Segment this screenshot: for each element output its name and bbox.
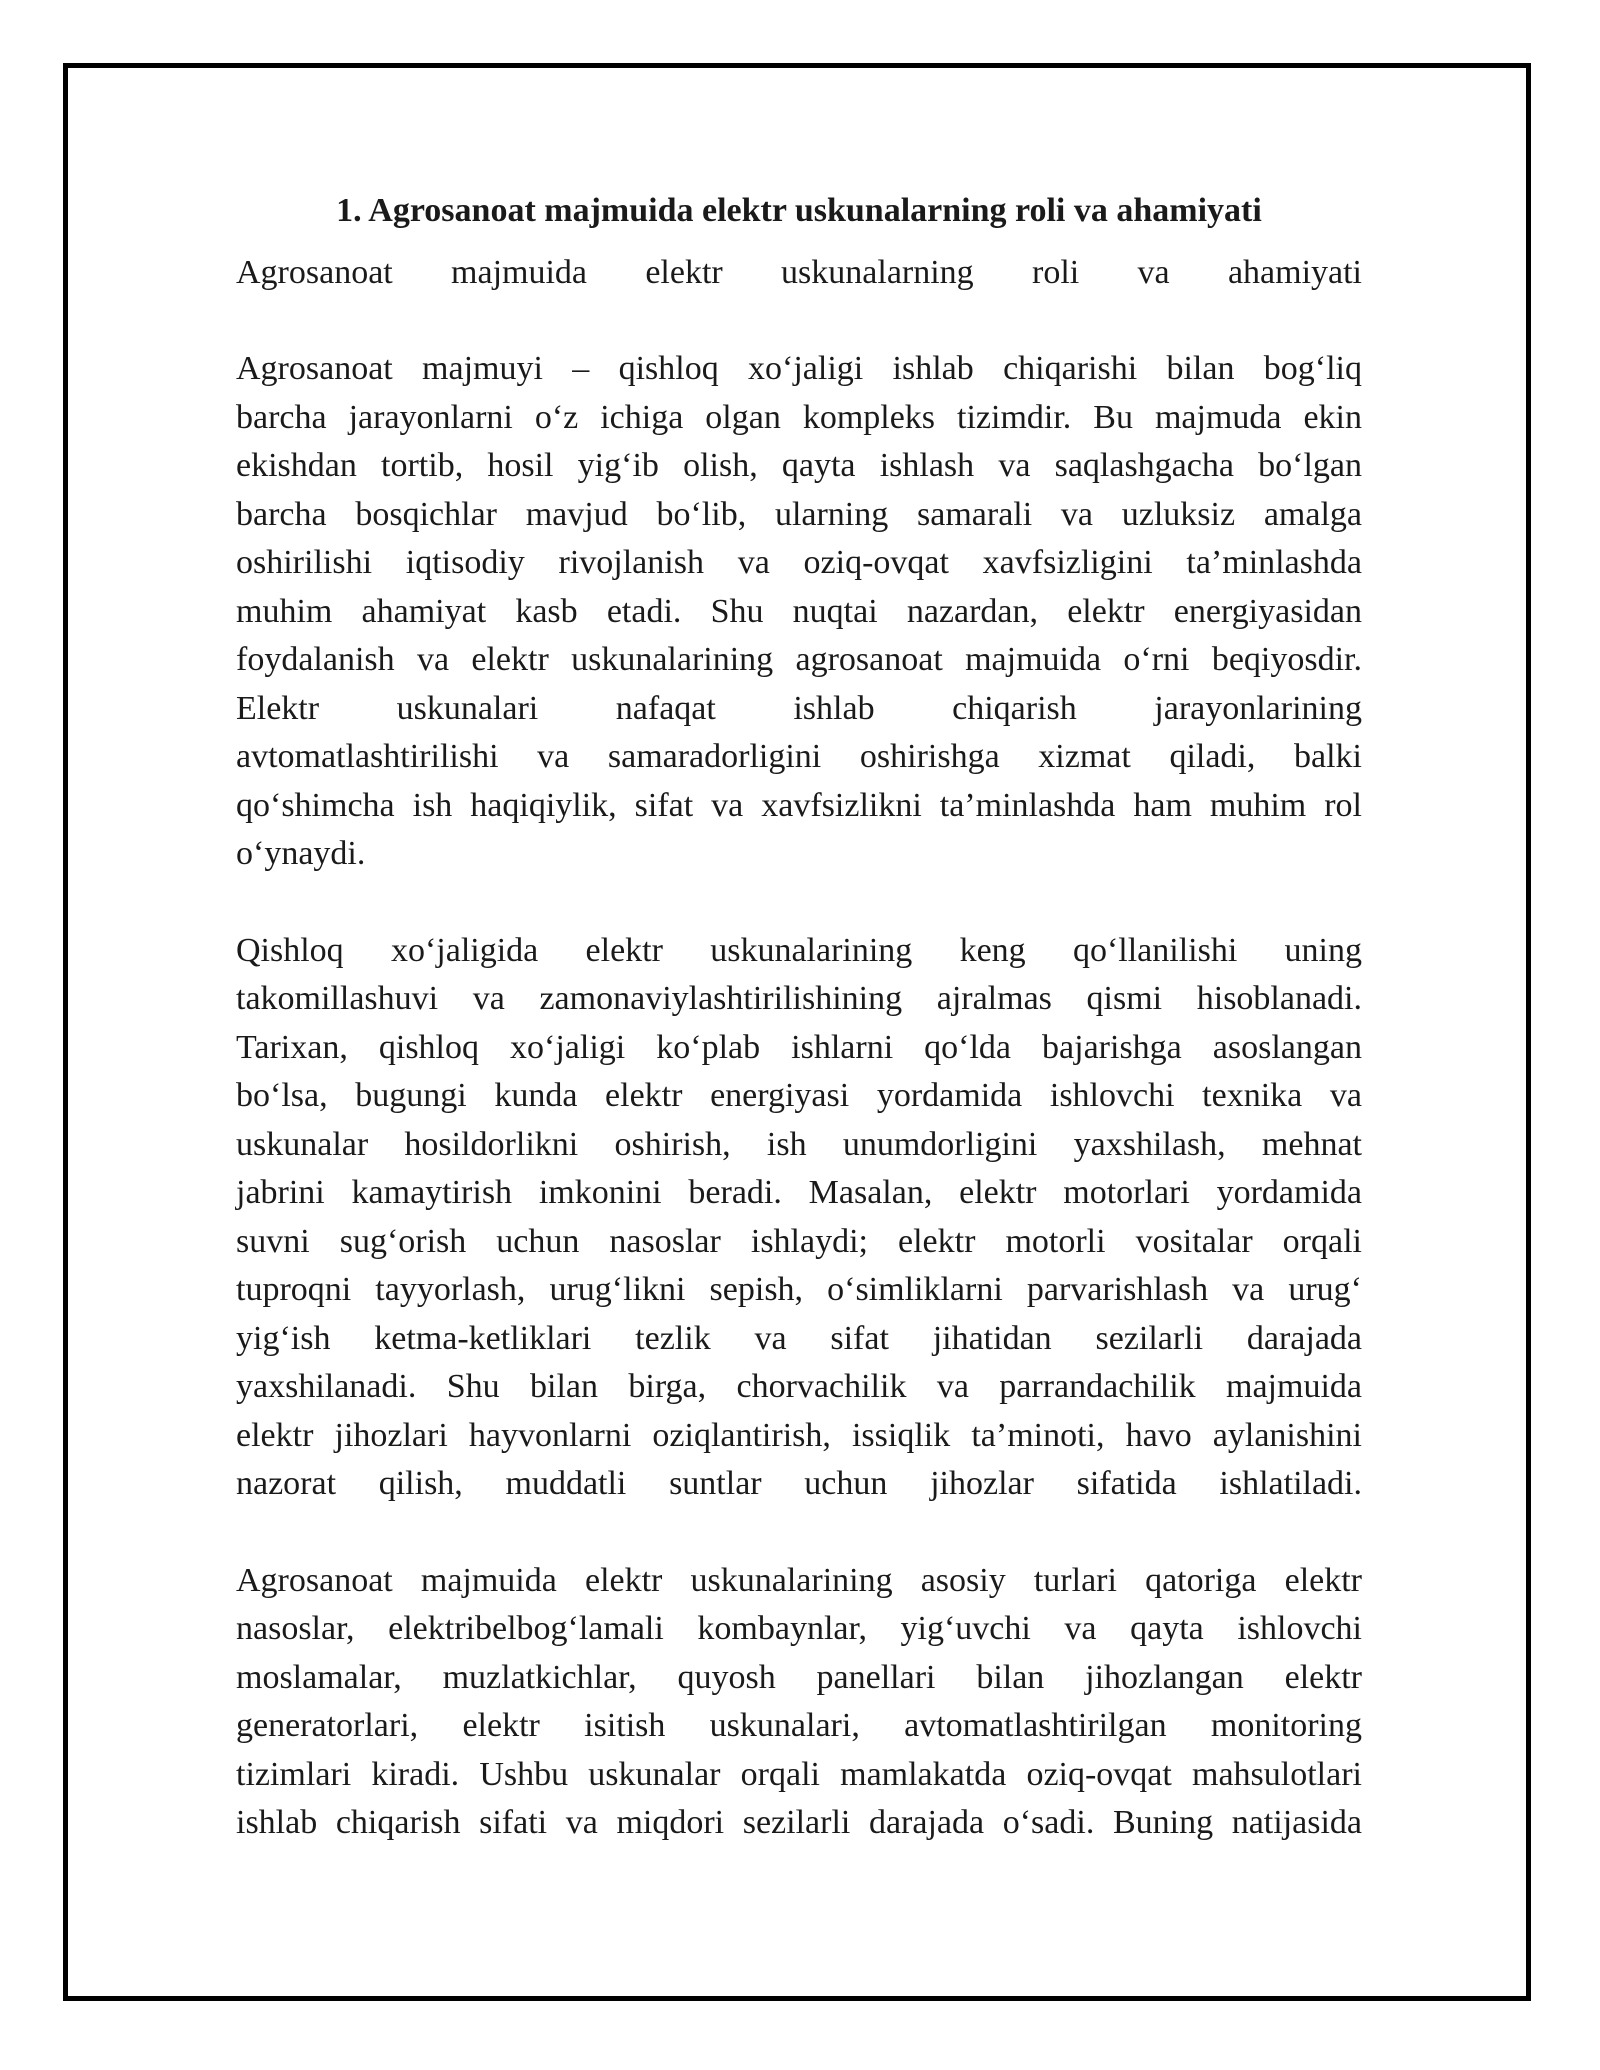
text-line: barcha jarayonlarni o‘z ichiga olgan kompleks tizimdir. Bu majmuda ekin: [236, 398, 1362, 436]
paragraph-1: [236, 345, 1362, 879]
text-line: avtomatlashtirilishi va samaradorligini oshirishga xizmat qiladi, balki: [236, 738, 1362, 775]
document-title: 1. Agrosanoat majmuida elektr uskunalarning roli va ahamiyati: [336, 192, 1262, 229]
text-line: jabrini kamaytirish imkonini beradi. Masalan, elektr motorlari yordamida: [236, 1174, 1362, 1211]
text-line: nasoslar, elektribelbog‘lamali kombaynlar, yig‘uvchi va qayta ishlovchi: [236, 1610, 1362, 1647]
paragraph-3: [236, 1557, 1362, 1848]
text-line: foydalanish va elektr uskunalarining agrosanoat majmuida o‘rni beqiyosdir.: [236, 641, 1362, 678]
text-line: suvni sug‘orish uchun nasoslar ishlaydi; elektr motorli vositalar orqali: [236, 1222, 1362, 1260]
text-line: Qishloq xo‘jaligida elektr uskunalarining keng qo‘llanilishi uning: [236, 931, 1362, 969]
text-line: ekishdan tortib, hosil yig‘ib olish, qayta ishlash va saqlashgacha bo‘lgan: [236, 447, 1362, 484]
text-line: qo‘shimcha ish haqiqiylik, sifat va xavfsizlikni ta’minlashda ham muhim rol: [236, 786, 1362, 824]
text-line: nazorat qilish, muddatli suntlar uchun jihozlar sifatida ishlatiladi.: [236, 1465, 1362, 1502]
text-line: tuproqni tayyorlash, urug‘likni sepish, o‘simliklarni parvarishlash va urug‘: [236, 1271, 1362, 1308]
text-line: elektr jihozlari hayvonlarni oziqlantirish, issiqlik ta’minoti, havo aylanishini: [236, 1416, 1362, 1454]
document-subtitle: [236, 249, 1362, 297]
paragraph-2: [236, 927, 1362, 1509]
text-line: oshirilishi iqtisodiy rivojlanish va oziq-ovqat xavfsizligini ta’minlashda: [236, 544, 1362, 581]
subtitle-line: Agrosanoat majmuida elektr uskunalarning roli va ahamiyati: [236, 254, 1362, 291]
text-line: generatorlari, elektr isitish uskunalari, avtomatlashtirilgan monitoring: [236, 1707, 1362, 1744]
text-line: ishlab chiqarish sifati va miqdori sezilarli darajada o‘sadi. Buning natijasida: [236, 1804, 1362, 1841]
text-line: takomillashuvi va zamonaviylashtirilishining ajralmas qismi hisoblanadi.: [236, 980, 1362, 1017]
text-line: Agrosanoat majmuida elektr uskunalarining asosiy turlari qatoriga elektr: [236, 1561, 1362, 1599]
text-line: uskunalar hosildorlikni oshirish, ish unumdorligini yaxshilash, mehnat: [236, 1125, 1362, 1163]
text-line: Agrosanoat majmuyi – qishloq xo‘jaligi ishlab chiqarishi bilan bog‘liq: [236, 350, 1362, 387]
text-line: muhim ahamiyat kasb etadi. Shu nuqtai nazardan, elektr energiyasidan: [236, 592, 1362, 630]
text-line: moslamalar, muzlatkichlar, quyosh panellari bilan jihozlangan elektr: [236, 1658, 1362, 1696]
text-line: barcha bosqichlar mavjud bo‘lib, ularning samarali va uzluksiz amalga: [236, 495, 1362, 533]
text-line: tizimlari kiradi. Ushbu uskunalar orqali mamlakatda oziq-ovqat mahsulotlari: [236, 1755, 1362, 1793]
text-line: o‘ynaydi.: [236, 835, 366, 872]
text-line: Tarixan, qishloq xo‘jaligi ko‘plab ishlarni qo‘lda bajarishga asoslangan: [236, 1028, 1362, 1066]
text-line: Elektr uskunalari nafaqat ishlab chiqarish jarayonlarining: [236, 689, 1362, 727]
text-line: yig‘ish ketma-ketliklari tezlik va sifat jihatidan sezilarli darajada: [236, 1319, 1362, 1357]
text-line: yaxshilanadi. Shu bilan birga, chorvachilik va parrandachilik majmuida: [236, 1368, 1362, 1405]
document-body: [236, 185, 1362, 1848]
text-line: bo‘lsa, bugungi kunda elektr energiyasi yordamida ishlovchi texnika va: [236, 1077, 1362, 1114]
